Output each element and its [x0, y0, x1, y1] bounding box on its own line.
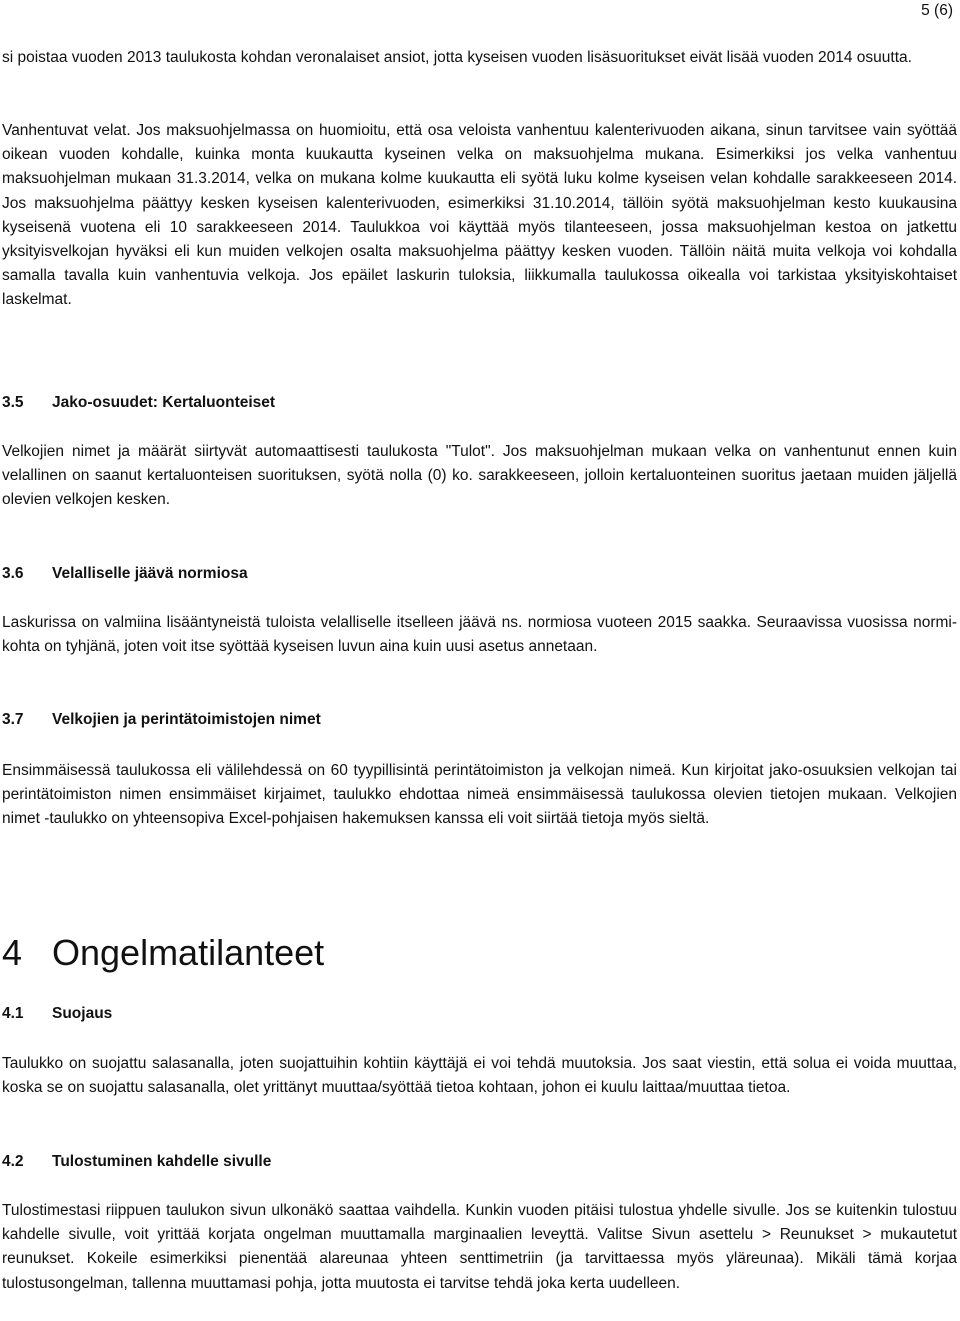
section-title: Suojaus: [52, 1005, 113, 1022]
chapter-number: 4: [2, 932, 23, 973]
page-number: 5 (6): [921, 2, 953, 19]
paragraph-velkojien-nimet: Ensimmäisessä taulukossa eli välilehdessä on 60 tyypillisintä perintätoimiston ja velkojan nimeä. Kun kirjoitat jako-osuuksien velkojan tai perintätoimiston nimen ensimmäiset kirjaimet, taulukko ehdottaa nimeä ensimmäisessä taulukossa olevien tietojen mukaan. Velkojien nimet -taulukko on yhteensopiva Excel-pohjaisen hakemuksen kanssa eli voit siirtää tietoja myös sieltä.: [2, 762, 957, 828]
section-title: Velalliselle jäävä normiosa: [52, 565, 248, 582]
section-number: 4.1: [2, 1005, 24, 1022]
paragraph-suojaus: Taulukko on suojattu salasanalla, joten suojattuihin kohtiin käyttäjä ei voi tehdä muutoksia. Jos saat viestin, että solua ei voida muuttaa, koska se on suojattu salasanalla, olet yrittänyt muuttaa/syöttää tietoa kohtaan, johon ei kuulu laittaa/muuttaa tietoa.: [2, 1055, 957, 1097]
chapter-heading-4: [2, 932, 324, 974]
section-heading-3-5: [2, 394, 275, 412]
paragraph-normiosa: Laskurissa on valmiina lisääntyneistä tuloista velalliselle itselleen jäävä ns. normiosa vuoteen 2015 saakka. Seuraavissa vuosissa normi-kohta on tyhjänä, joten voit itse syöttää kyseisen luvun aina kuin uusi asetus annetaan.: [2, 614, 957, 656]
section-heading-4-2: [2, 1153, 271, 1171]
section-title: Tulostuminen kahdelle sivulle: [52, 1153, 272, 1170]
section-heading-4-1: [2, 1005, 112, 1023]
section-number: 4.2: [2, 1153, 24, 1170]
paragraph-kertaluonteiset: Velkojien nimet ja määrät siirtyvät automaattisesti taulukosta "Tulot". Jos maksuohjelman mukaan velka on vanhentunut ennen kuin velallinen on saanut kertaluonteisen suorituksen, syötä nolla (0) ko. sarakkeeseen, jolloin kertaluonteinen suoritus jaetaan muiden jäljellä olevien velkojen kesken.: [2, 443, 957, 509]
paragraph-intro: si poistaa vuoden 2013 taulukosta kohdan veronalaiset ansiot, jotta kyseisen vuoden lisäsuoritukset eivät lisää vuoden 2014 osuutta.: [2, 49, 912, 66]
section-heading-3-6: [2, 565, 248, 583]
paragraph-tulostuminen: Tulostimestasi riippuen taulukon sivun ulkonäkö saattaa vaihdella. Kunkin vuoden pitäisi tulostua yhdelle sivulle. Jos se kuitenkin tulostuu kahdelle sivulle, voit yrittää korjata ongelman muuttamalla marginaalien leveyttä. Valitse Sivun asettelu > Reunukset > mukautetut reunukset. Kokeile esimerkiksi pienentää alareunaa yhteen senttimetriin (ja tarvittaessa myös yläreunaa). Mikäli tämä korjaa tulostusongelman, tallenna muuttamasi pohja, jotta muutosta ei tarvitse tehdä joka kerta uudelleen.: [2, 1202, 957, 1292]
section-title: Jako-osuudet: Kertaluonteiset: [52, 394, 276, 411]
paragraph-vanhentuvat-velat: Vanhentuvat velat. Jos maksuohjelmassa on huomioitu, että osa veloista vanhentuu kalenterivuoden aikana, sinun tarvitsee vain syöttää oikean vuoden kohdalle, kuinka monta kuukautta kyseinen velka on maksuohjelma mukana. Esimerkiksi jos velka vanhentuu maksuohjelman mukaan 31.3.2014, velka on mukana kolme kuukautta eli syötä luku kolme kyseisen velan kohdalle sarakkeeseen 2014. Jos maksuohjelma päättyy kesken kyseisen kalenterivuoden, esimerkiksi 31.10.2014, tällöin syötä maksuohjelman kesto kuukausina kyseisenä vuotena eli 10 sarakkeeseen 2014. Taulukkoa voi käyttää myös tilanteeseen, jossa maksuohjelman kestoa on jatkettu yksityisvelkojan hyväksi eli kun muiden velkojen osalta maksuohjelma päättyy kesken vuoden. Tällöin näitä muita velkoja voi kohdalla samalla tavalla kuin vanhentuvia velkoja. Jos epäilet laskurin tuloksia, liikkumalla taulukossa oikealla voi tarkistaa yksityiskohtaiset laskelmat.: [2, 122, 957, 309]
section-number: 3.5: [2, 394, 24, 411]
chapter-title: Ongelmatilanteet: [52, 932, 325, 973]
section-title: Velkojien ja perintätoimistojen nimet: [52, 711, 321, 728]
section-number: 3.7: [2, 711, 24, 728]
section-heading-3-7: [2, 711, 321, 729]
section-number: 3.6: [2, 565, 24, 582]
